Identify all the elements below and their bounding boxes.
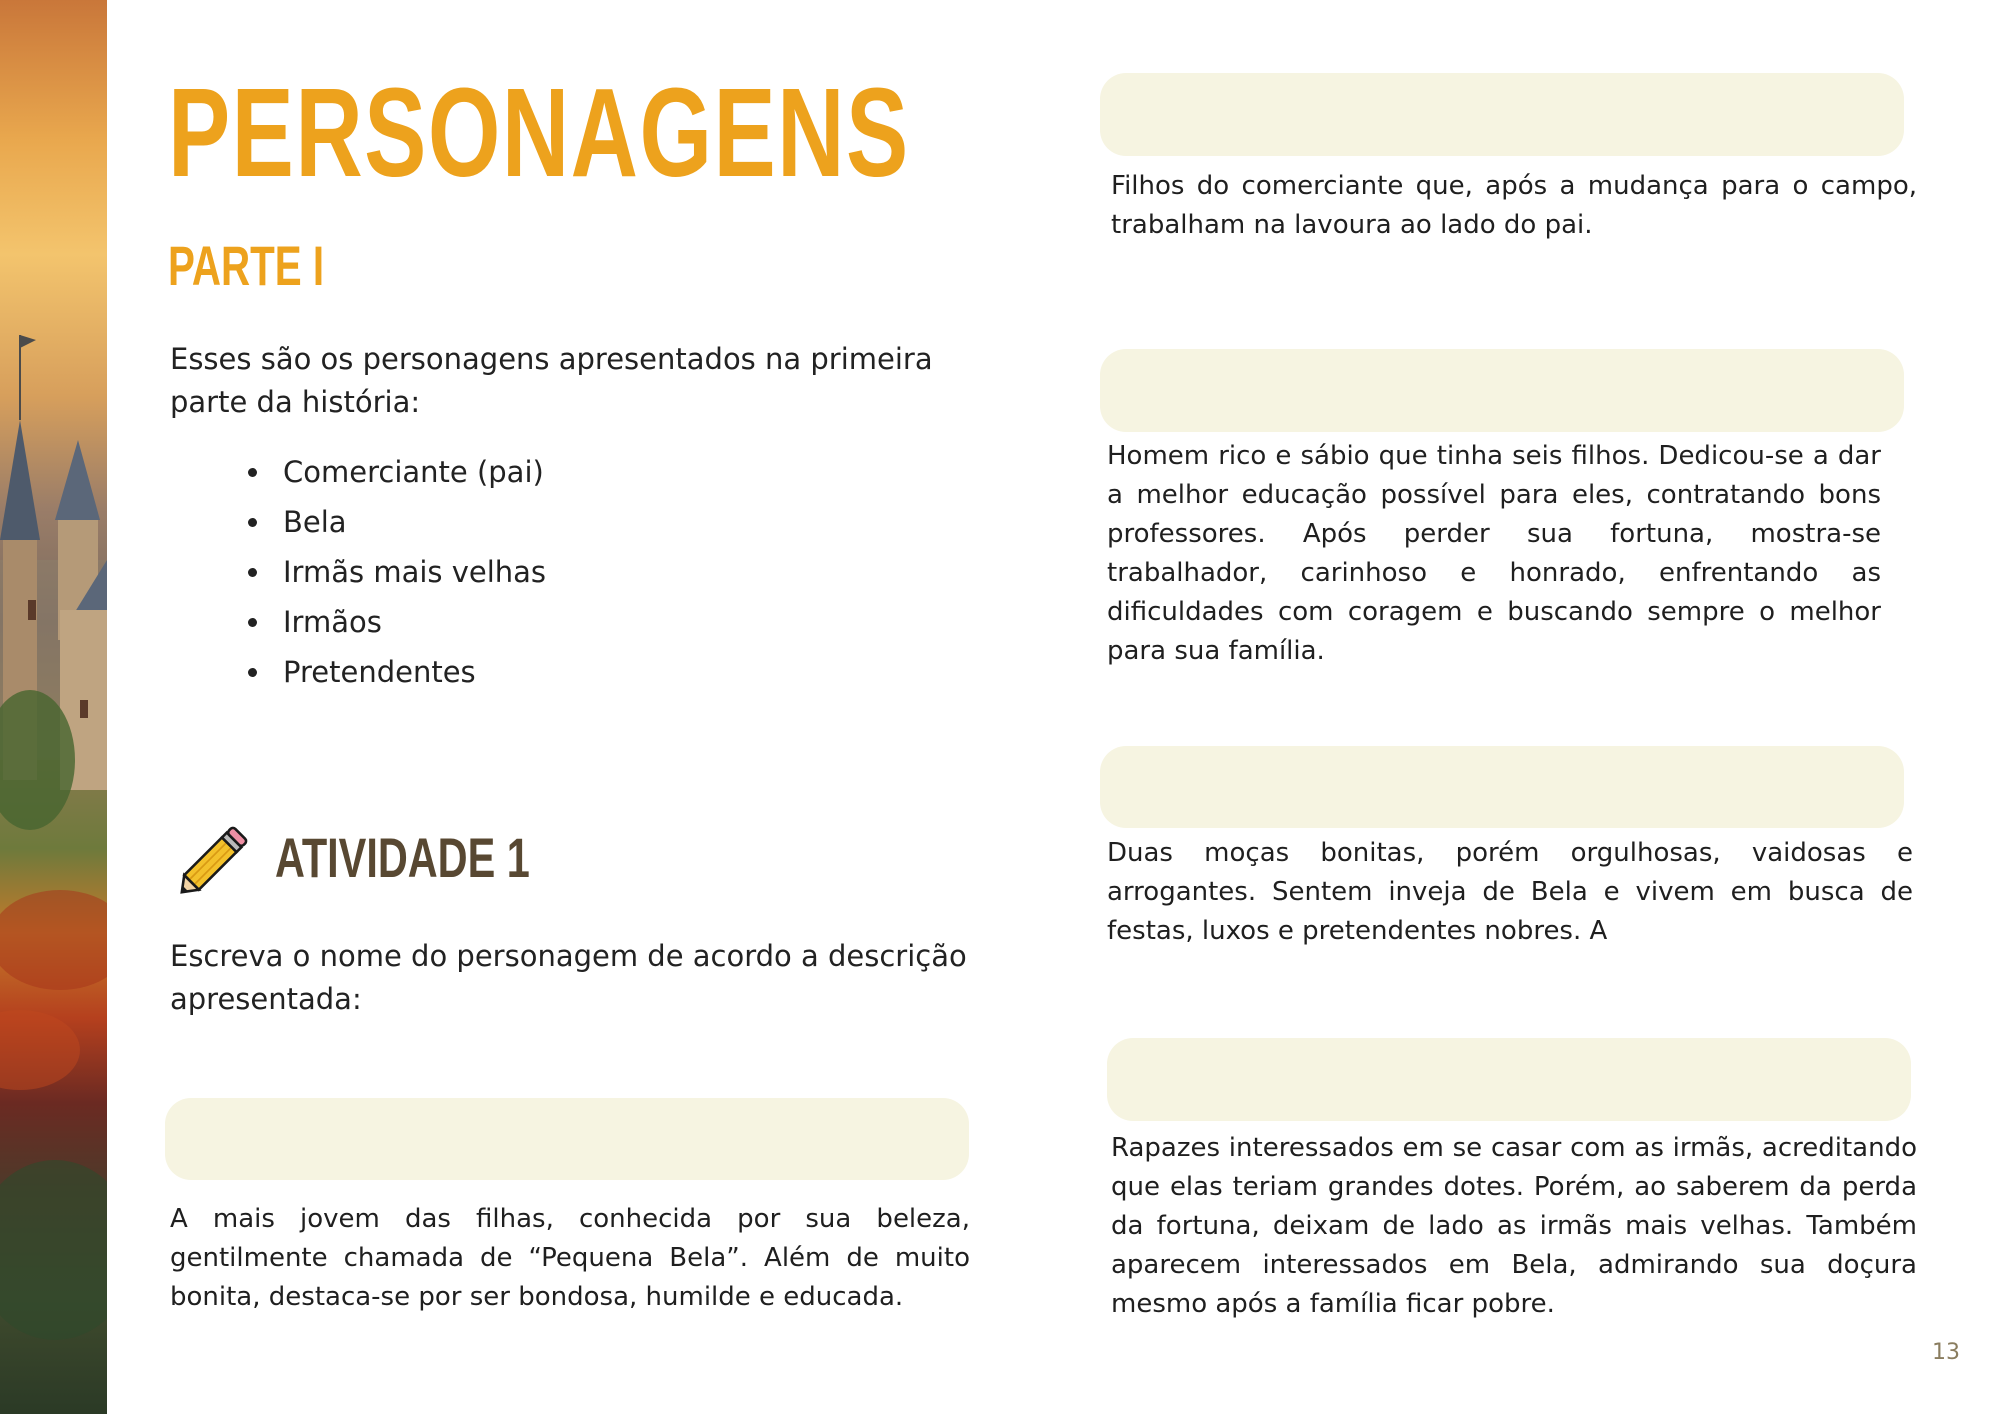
list-item: • Irmãs mais velhas: [273, 547, 546, 597]
list-item: • Irmãos: [273, 597, 546, 647]
castle-illustration: [0, 0, 107, 1414]
instruction-text: Escreva o nome do personagem de acordo a descrição apresentada:: [170, 939, 967, 1016]
answer-input-irmaos[interactable]: [1100, 73, 1904, 156]
answer-input-bela[interactable]: [165, 1098, 969, 1180]
description-irmaos: Filhos do comerciante que, após a mudança para o campo, trabalham na lavoura ao lado do pai.: [1111, 171, 1917, 240]
description-irmas: Duas moças bonitas, porém orgulhosas, vaidosas e arrogantes. Sentem inveja de Bela e vivem em busca de festas, luxos e pretendentes nobres. A: [1107, 838, 1913, 946]
intro-text: Esses são os personagens apresentados na primeira parte da história:: [170, 342, 933, 419]
description-bela: A mais jovem das filhas, conhecida por sua beleza, gentilmente chamada de “Pequena Bela”. Além de muito bonita, destaca-se por ser bondosa, humilde e educada.: [170, 1204, 970, 1312]
list-item: • Pretendentes: [273, 647, 546, 697]
page-number: 13: [1932, 1340, 1960, 1365]
description-comerciante: Homem rico e sábio que tinha seis filhos. Dedicou-se a dar a melhor educação possível para eles, contratando bons professores. Após perder sua fortuna, mostra-se trabalhador, carinhoso e honrado, enfrentando as dificuldades com coragem e buscando sempre o melhor para sua família.: [1107, 441, 1881, 666]
answer-input-pretendentes[interactable]: [1107, 1038, 1911, 1121]
list-item: • Bela: [273, 497, 546, 547]
answer-input-comerciante[interactable]: [1100, 349, 1904, 432]
page-title: PERSONAGENS: [168, 62, 910, 203]
page-subtitle: PARTE I: [168, 234, 325, 297]
side-illustration: [0, 0, 107, 1414]
list-item: • Comerciante (pai): [273, 447, 546, 497]
pencil-icon: [168, 820, 254, 906]
description-pretendentes: Rapazes interessados em se casar com as irmãs, acreditando que elas teriam grandes dotes. Porém, ao saberem da perda da fortuna, deixam de lado as irmãs mais velhas. Também aparecem interessados em Bela, admirando sua doçura mesmo após a família ficar pobre.: [1111, 1133, 1917, 1319]
character-list: [235, 447, 546, 697]
activity-title: ATIVIDADE 1: [275, 826, 530, 889]
answer-input-irmas[interactable]: [1100, 746, 1904, 828]
